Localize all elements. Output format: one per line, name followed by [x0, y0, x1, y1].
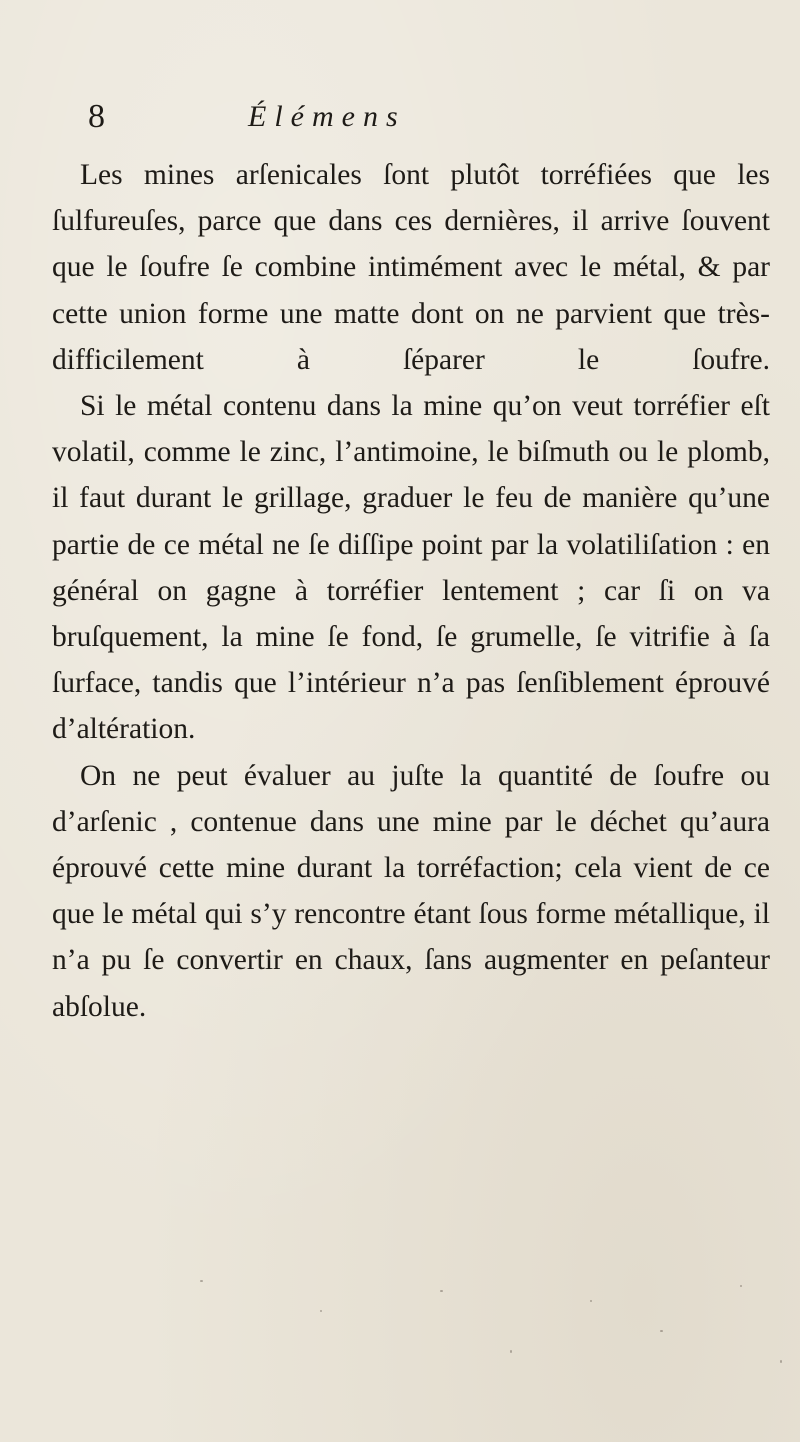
paper-specks: [180, 1270, 800, 1390]
page-header: [88, 95, 608, 139]
body-text: [52, 152, 770, 1030]
page-number: 8: [88, 98, 105, 135]
running-title: Élémens: [248, 100, 406, 133]
paragraph: Les mines arſenicales ſont plutôt torréfiées que les ſulfureuſes, parce que dans ces dernières, il arrive ſouvent que le ſoufre ſe combine intimément avec le métal, & par cette union forme une matte dont on ne parvient que très-difficilement à ſéparer le ſoufre.: [52, 159, 770, 376]
paragraph: Si le métal contenu dans la mine qu’on veut torréfier eſt volatil, comme le zinc, l’antimoine, le biſmuth ou le plomb, il faut durant le grillage, graduer le feu de manière qu’une partie de ce métal ne ſe diſſipe point par la volatiliſation : en général on gagne à torréfier lentement ; car ſi on va bruſquement, la mine ſe fond, ſe grumelle, ſe vitrifie à ſa ſurface, tandis que l’intérieur n’a pas ſenſiblement éprouvé d’altération.: [52, 390, 770, 746]
paragraph: On ne peut évaluer au juſte la quantité de ſoufre ou d’arſenic , contenue dans une mine par le déchet qu’aura éprouvé cette mine durant la torréfaction; cela vient de ce que le métal qui s’y rencontre étant ſous forme métallique, il n’a pu ſe convertir en chaux, ſans augmenter en peſanteur abſolue.: [52, 759, 770, 1023]
